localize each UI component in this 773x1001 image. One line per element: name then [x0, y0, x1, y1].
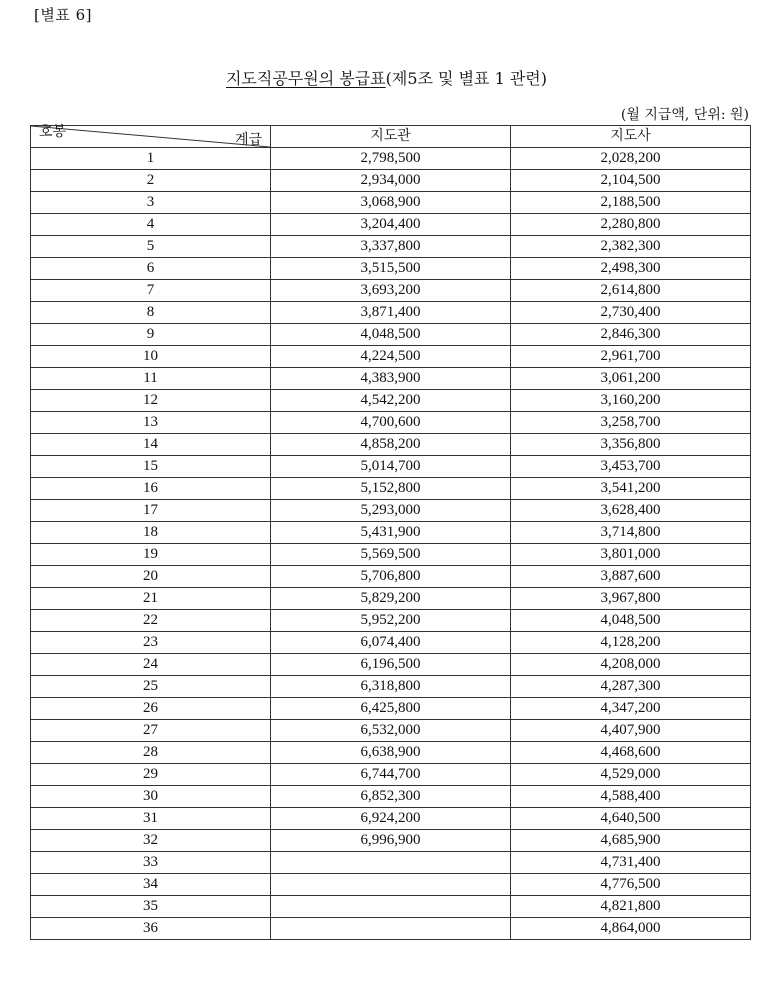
jidosa-salary-cell: 3,628,400	[511, 500, 751, 522]
table-row	[31, 302, 751, 324]
jidogwan-salary-cell: 5,293,000	[271, 500, 511, 522]
step-cell: 2	[31, 170, 271, 192]
table-row	[31, 830, 751, 852]
step-cell: 18	[31, 522, 271, 544]
jidogwan-salary-cell: 5,569,500	[271, 544, 511, 566]
jidogwan-salary-cell: 4,048,500	[271, 324, 511, 346]
jidogwan-salary-cell: 4,700,600	[271, 412, 511, 434]
table-row	[31, 434, 751, 456]
jidogwan-salary-cell: 6,425,800	[271, 698, 511, 720]
table-row	[31, 918, 751, 940]
table-row	[31, 566, 751, 588]
step-cell: 22	[31, 610, 271, 632]
jidogwan-salary-cell: 6,196,500	[271, 654, 511, 676]
jidosa-salary-cell: 4,128,200	[511, 632, 751, 654]
step-cell: 24	[31, 654, 271, 676]
table-row	[31, 654, 751, 676]
table-row	[31, 170, 751, 192]
table-row	[31, 632, 751, 654]
jidogwan-salary-cell: 3,871,400	[271, 302, 511, 324]
step-cell: 23	[31, 632, 271, 654]
table-row	[31, 588, 751, 610]
column-header-jidosa: 지도사	[511, 126, 751, 148]
title-reference: (제5조 및 별표 1 관련)	[385, 69, 548, 88]
table-row	[31, 500, 751, 522]
jidosa-salary-cell: 4,529,000	[511, 764, 751, 786]
jidosa-salary-cell: 2,730,400	[511, 302, 751, 324]
jidosa-salary-cell: 4,407,900	[511, 720, 751, 742]
jidosa-salary-cell: 4,347,200	[511, 698, 751, 720]
jidogwan-salary-cell: 3,693,200	[271, 280, 511, 302]
unit-note: (월 지급액, 단위: 원)	[620, 107, 749, 123]
jidosa-salary-cell: 3,160,200	[511, 390, 751, 412]
step-cell: 13	[31, 412, 271, 434]
step-cell: 10	[31, 346, 271, 368]
jidosa-salary-cell: 3,453,700	[511, 456, 751, 478]
jidogwan-salary-cell: 4,224,500	[271, 346, 511, 368]
jidogwan-salary-cell: 6,318,800	[271, 676, 511, 698]
jidosa-salary-cell: 2,846,300	[511, 324, 751, 346]
jidogwan-salary-cell	[271, 918, 511, 940]
jidogwan-salary-cell: 5,152,800	[271, 478, 511, 500]
step-cell: 7	[31, 280, 271, 302]
jidosa-salary-cell: 3,061,200	[511, 368, 751, 390]
jidosa-salary-cell: 2,028,200	[511, 148, 751, 170]
jidogwan-salary-cell: 5,014,700	[271, 456, 511, 478]
table-row	[31, 720, 751, 742]
step-cell: 31	[31, 808, 271, 830]
jidosa-salary-cell: 3,887,600	[511, 566, 751, 588]
jidogwan-salary-cell: 6,996,900	[271, 830, 511, 852]
jidogwan-salary-cell: 4,858,200	[271, 434, 511, 456]
table-row	[31, 698, 751, 720]
step-cell: 21	[31, 588, 271, 610]
table-row	[31, 346, 751, 368]
jidogwan-salary-cell	[271, 896, 511, 918]
jidosa-salary-cell: 4,685,900	[511, 830, 751, 852]
column-header-jidogwan: 지도관	[271, 126, 511, 148]
document-title	[0, 66, 773, 89]
jidogwan-salary-cell: 3,204,400	[271, 214, 511, 236]
table-row	[31, 808, 751, 830]
step-cell: 36	[31, 918, 271, 940]
table-row	[31, 522, 751, 544]
step-cell: 29	[31, 764, 271, 786]
jidosa-salary-cell: 4,776,500	[511, 874, 751, 896]
corner-label-grade: 계급	[234, 132, 262, 148]
step-cell: 6	[31, 258, 271, 280]
table-row	[31, 874, 751, 896]
jidosa-salary-cell: 2,188,500	[511, 192, 751, 214]
table-row	[31, 544, 751, 566]
table-body	[31, 148, 751, 940]
title-main: 지도직공무원의 봉급표	[225, 69, 386, 88]
table-row	[31, 610, 751, 632]
table-row	[31, 456, 751, 478]
step-cell: 12	[31, 390, 271, 412]
step-cell: 32	[31, 830, 271, 852]
step-cell: 11	[31, 368, 271, 390]
step-cell: 34	[31, 874, 271, 896]
jidogwan-salary-cell: 6,074,400	[271, 632, 511, 654]
step-cell: 14	[31, 434, 271, 456]
jidosa-salary-cell: 4,588,400	[511, 786, 751, 808]
step-cell: 3	[31, 192, 271, 214]
jidosa-salary-cell: 3,356,800	[511, 434, 751, 456]
jidogwan-salary-cell: 6,638,900	[271, 742, 511, 764]
jidosa-salary-cell: 3,801,000	[511, 544, 751, 566]
step-cell: 26	[31, 698, 271, 720]
jidogwan-salary-cell	[271, 852, 511, 874]
jidogwan-salary-cell: 3,515,500	[271, 258, 511, 280]
table-row	[31, 742, 751, 764]
jidosa-salary-cell: 4,864,000	[511, 918, 751, 940]
jidosa-salary-cell: 3,714,800	[511, 522, 751, 544]
jidogwan-salary-cell: 3,337,800	[271, 236, 511, 258]
step-cell: 17	[31, 500, 271, 522]
jidosa-salary-cell: 4,048,500	[511, 610, 751, 632]
table-row	[31, 390, 751, 412]
step-cell: 27	[31, 720, 271, 742]
step-cell: 35	[31, 896, 271, 918]
step-cell: 1	[31, 148, 271, 170]
table-row	[31, 368, 751, 390]
jidogwan-salary-cell: 6,532,000	[271, 720, 511, 742]
table-row	[31, 324, 751, 346]
jidosa-salary-cell: 4,640,500	[511, 808, 751, 830]
annex-label: [별표 6]	[34, 6, 92, 24]
table-row	[31, 280, 751, 302]
table-row	[31, 764, 751, 786]
table-row	[31, 786, 751, 808]
jidogwan-salary-cell: 5,706,800	[271, 566, 511, 588]
step-cell: 25	[31, 676, 271, 698]
table-row	[31, 478, 751, 500]
jidogwan-salary-cell: 4,383,900	[271, 368, 511, 390]
table-row	[31, 412, 751, 434]
step-cell: 20	[31, 566, 271, 588]
jidogwan-salary-cell: 2,798,500	[271, 148, 511, 170]
table-row	[31, 148, 751, 170]
table-row	[31, 192, 751, 214]
jidosa-salary-cell: 2,498,300	[511, 258, 751, 280]
jidosa-salary-cell: 3,258,700	[511, 412, 751, 434]
jidogwan-salary-cell: 6,924,200	[271, 808, 511, 830]
table-row	[31, 852, 751, 874]
jidosa-salary-cell: 2,382,300	[511, 236, 751, 258]
jidosa-salary-cell: 3,967,800	[511, 588, 751, 610]
jidosa-salary-cell: 3,541,200	[511, 478, 751, 500]
salary-table	[30, 125, 751, 940]
jidogwan-salary-cell: 6,744,700	[271, 764, 511, 786]
step-cell: 33	[31, 852, 271, 874]
jidogwan-salary-cell: 3,068,900	[271, 192, 511, 214]
step-cell: 5	[31, 236, 271, 258]
jidosa-salary-cell: 2,104,500	[511, 170, 751, 192]
corner-label-step: 호봉	[39, 124, 67, 140]
jidogwan-salary-cell: 2,934,000	[271, 170, 511, 192]
jidosa-salary-cell: 2,614,800	[511, 280, 751, 302]
step-cell: 28	[31, 742, 271, 764]
step-cell: 19	[31, 544, 271, 566]
header-corner-cell	[31, 126, 271, 148]
table-row	[31, 896, 751, 918]
jidosa-salary-cell: 4,821,800	[511, 896, 751, 918]
table-row	[31, 258, 751, 280]
step-cell: 16	[31, 478, 271, 500]
step-cell: 8	[31, 302, 271, 324]
step-cell: 4	[31, 214, 271, 236]
step-cell: 30	[31, 786, 271, 808]
step-cell: 15	[31, 456, 271, 478]
jidogwan-salary-cell: 5,431,900	[271, 522, 511, 544]
table-row	[31, 676, 751, 698]
jidosa-salary-cell: 4,287,300	[511, 676, 751, 698]
jidosa-salary-cell: 2,280,800	[511, 214, 751, 236]
jidogwan-salary-cell: 6,852,300	[271, 786, 511, 808]
step-cell: 9	[31, 324, 271, 346]
jidogwan-salary-cell	[271, 874, 511, 896]
table-row	[31, 236, 751, 258]
jidogwan-salary-cell: 4,542,200	[271, 390, 511, 412]
jidosa-salary-cell: 2,961,700	[511, 346, 751, 368]
jidosa-salary-cell: 4,731,400	[511, 852, 751, 874]
jidosa-salary-cell: 4,208,000	[511, 654, 751, 676]
jidogwan-salary-cell: 5,829,200	[271, 588, 511, 610]
jidogwan-salary-cell: 5,952,200	[271, 610, 511, 632]
table-header-row	[31, 126, 751, 148]
table-row	[31, 214, 751, 236]
jidosa-salary-cell: 4,468,600	[511, 742, 751, 764]
